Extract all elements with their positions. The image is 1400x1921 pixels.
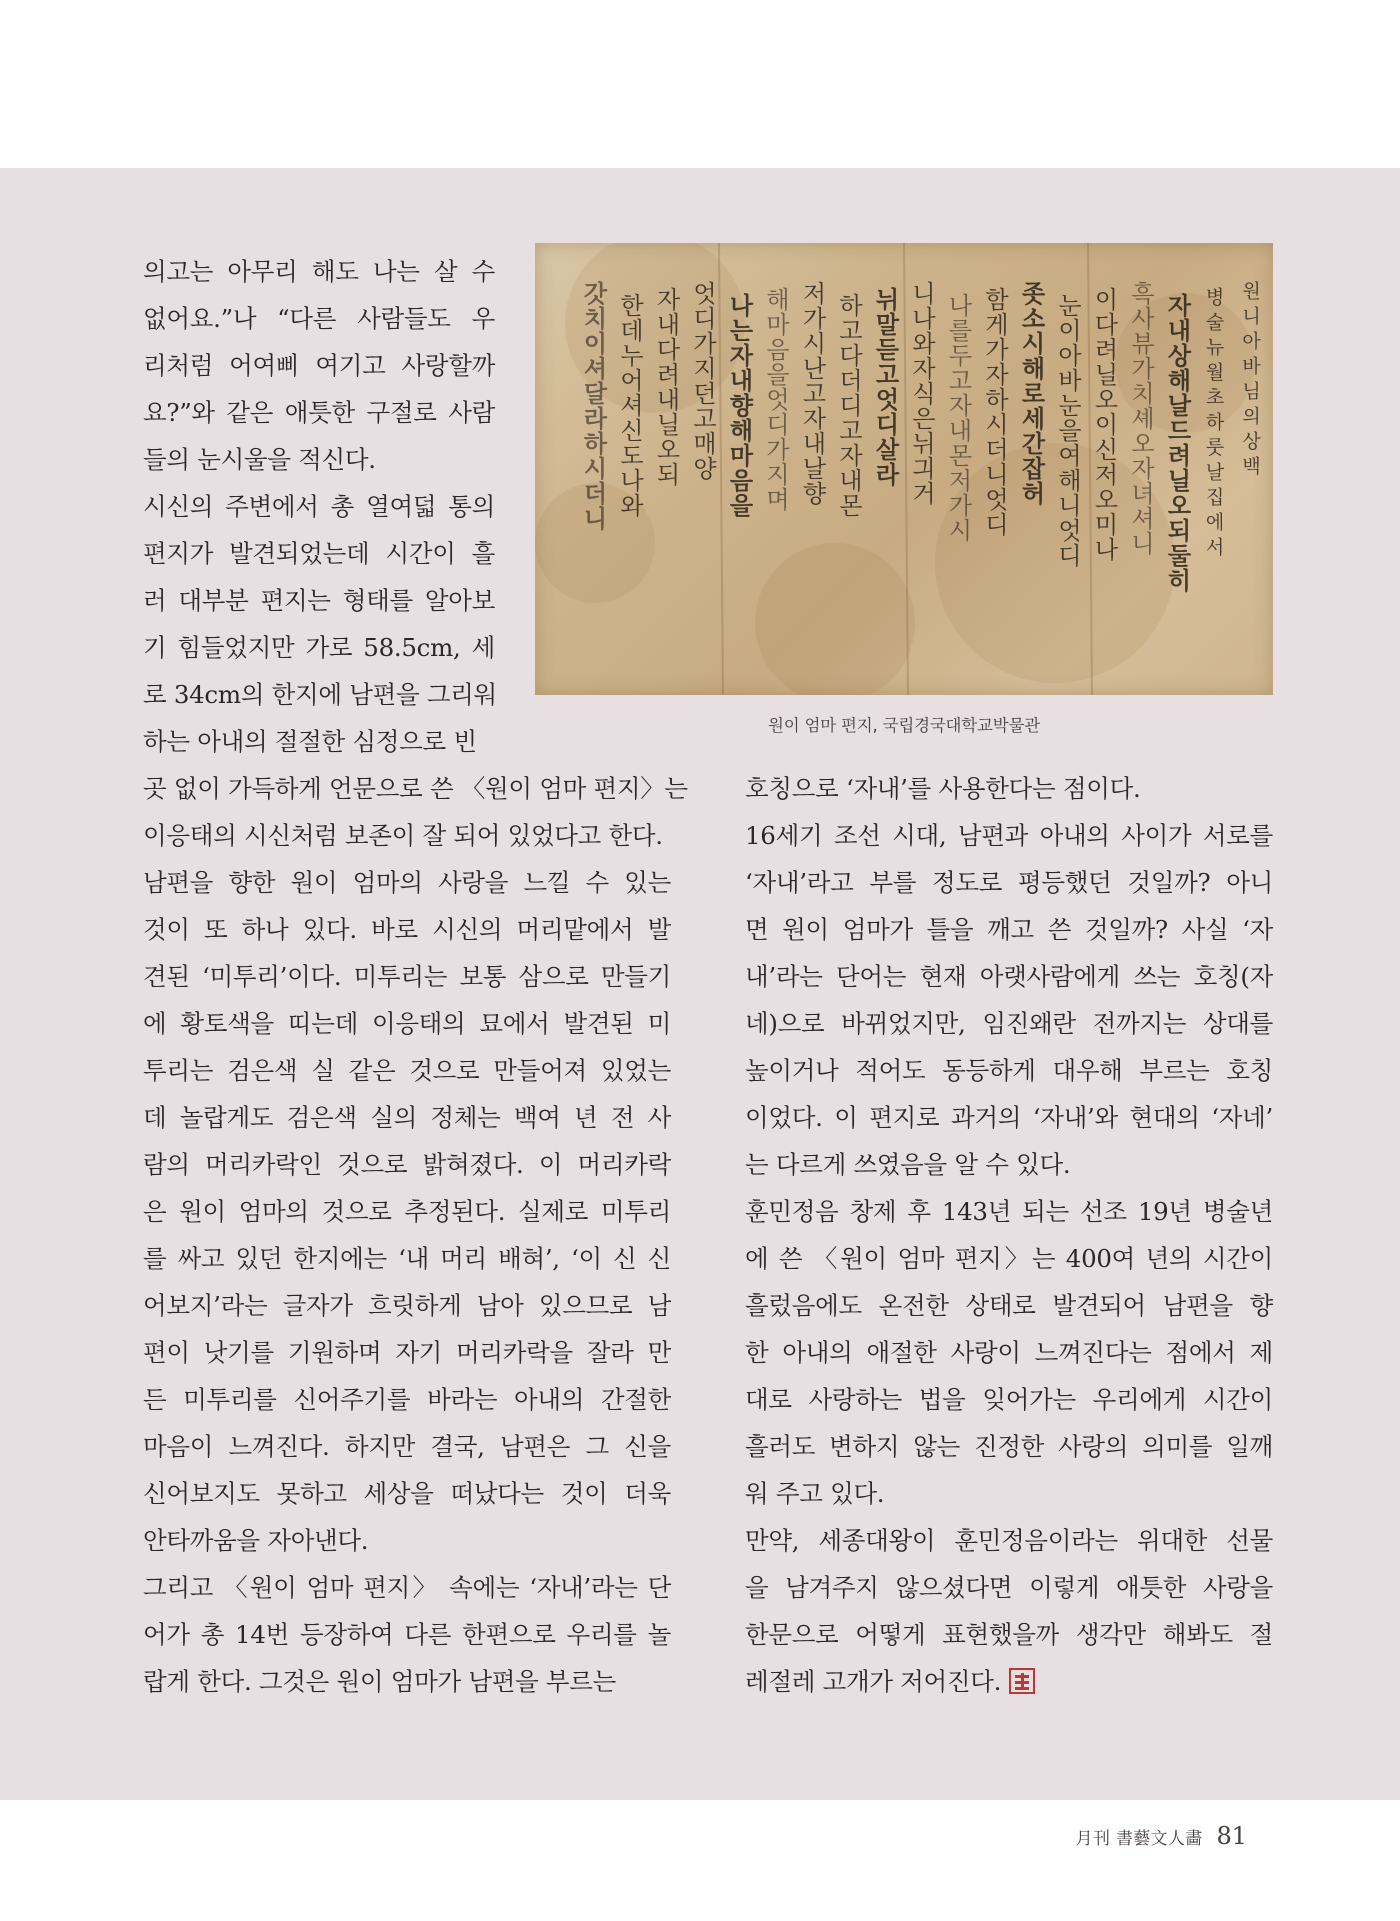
letter-script-column: 엇디가지던고매양 — [688, 281, 717, 481]
letter-script-column: 한데누어셔신도나와 — [615, 293, 644, 518]
text-line: 호칭으로 ‘자내’를 사용한다는 점이다. — [745, 774, 1141, 803]
letter-script-column: 나는자내향해마음을 — [725, 293, 753, 518]
paragraph-3 — [143, 859, 671, 1564]
text-line: 안타까움을 자아낸다. — [143, 1526, 369, 1555]
figure-caption: 원이 엄마 편지, 국립경국대학교박물관 — [767, 716, 1040, 735]
text-line: 16세기 조선 시대, 남편과 아내의 사이가 서로를 — [745, 821, 1273, 850]
text-line: 워 주고 있다. — [745, 1479, 885, 1508]
paragraph-4 — [143, 1564, 671, 1705]
letter-script-column: 니나와자식은뉘긔거 — [907, 281, 936, 506]
text-line: 높이거나 적어도 동등하게 대우해 부르는 호칭 — [745, 1056, 1273, 1085]
letter-script-column: 저가시난고자내날향 — [798, 281, 826, 506]
text-line: 하는 아내의 절절한 심정으로 빈 — [143, 727, 477, 756]
letter-script-column: 해마음을엇디가지며 — [761, 287, 790, 512]
text-line: 는 다르게 쓰였음을 알 수 있다. — [745, 1150, 1071, 1179]
letter-script-column: 자내상해날드려닐오되둘히 — [1163, 293, 1191, 593]
text-line: 견된 ‘미투리’이다. 미투리는 보통 삼으로 만들기 — [143, 962, 671, 991]
text-line: 랍게 한다. 그것은 원이 엄마가 남편을 부르는 — [143, 1667, 617, 1696]
letter-script-column: 원니아바님의상백 — [1239, 281, 1261, 481]
text-line: 마음이 느껴진다. 하지만 결국, 남편은 그 신을 — [143, 1432, 671, 1461]
text-line: 어가 총 14번 등장하여 다른 한편으로 우리를 놀 — [143, 1620, 671, 1649]
text-line: 한문으로 어떻게 표현했을까 생각만 해봐도 절 — [745, 1620, 1273, 1649]
text-line: 의고는 아무리 해도 나는 살 수 — [143, 257, 495, 286]
text-line: 든 미투리를 신어주기를 바라는 아내의 간절한 — [143, 1385, 671, 1414]
magazine-title: 月刊 書藝文人畵 — [1075, 1829, 1203, 1849]
text-line: 기 힘들었지만 가로 58.5cm, 세 — [143, 633, 495, 662]
text-line: 흘렀음에도 온전한 상태로 발견되어 남편을 향 — [745, 1291, 1273, 1320]
page-number: 81 — [1216, 1822, 1247, 1850]
text-line: 네)으로 바뀌었지만, 임진왜란 전까지는 상대를 — [745, 1009, 1273, 1038]
letter-script-column: 뉘말듣고엇디살라 — [871, 287, 899, 487]
text-line: 편지가 발견되었는데 시간이 흘 — [143, 539, 495, 568]
text-line: 흘러도 변하지 않는 진정한 사랑의 의미를 일깨 — [745, 1432, 1273, 1461]
right-paragraph-2 — [745, 812, 1273, 1188]
paragraph-1 — [143, 248, 495, 483]
text-line: 레절레 고개가 저어진다. — [745, 1658, 1273, 1705]
text-line: 한 아내의 애절한 사랑이 느껴진다는 점에서 제 — [745, 1338, 1273, 1367]
page-footer — [1076, 1822, 1247, 1850]
text-line: 내’라는 단어는 현재 아랫사람에게 쓰는 호칭(자 — [745, 962, 1273, 991]
text-line: 에 쓴 〈원이 엄마 편지〉는 400여 년의 시간이 — [745, 1244, 1273, 1273]
letter-script-column: 나를두고자내몬저가시 — [944, 293, 972, 543]
text-line: 을 남겨주지 않으셨다면 이렇게 애틋한 사랑을 — [745, 1573, 1273, 1602]
letter-script-column: 흑사뷰가치셰오자녀셔니 — [1126, 281, 1155, 556]
text-line: 편이 낫기를 기원하며 자기 머리카락을 잘라 만 — [143, 1338, 671, 1367]
text-line: 로 34cm의 한지에 남편을 그리워 — [143, 680, 497, 709]
text-line: 요?”와 같은 애틋한 구절로 사람 — [143, 398, 495, 427]
letter-script-column: 병술뉴월초하룻날집에서 — [1202, 287, 1225, 562]
right-paragraph-3 — [745, 1188, 1273, 1517]
text-line: 만약, 세종대왕이 훈민정음이라는 위대한 선물 — [745, 1526, 1273, 1555]
text-line: 것이 또 하나 있다. 바로 시신의 머리맡에서 발 — [143, 915, 671, 944]
text-line: 대로 사랑하는 법을 잊어가는 우리에게 시간이 — [745, 1385, 1273, 1414]
text-line: 이었다. 이 편지로 과거의 ‘자내’와 현대의 ‘자네’ — [745, 1103, 1273, 1132]
text-line: 리처럼 어여삐 여기고 사랑할까 — [143, 351, 495, 380]
right-paragraph-1 — [745, 765, 1273, 812]
letter-script-column: 좃소시해로세간잡허 — [1017, 281, 1045, 506]
text-line: 투리는 검은색 실 같은 것으로 만들어져 있었는 — [143, 1056, 671, 1085]
text-line: 훈민정음 창제 후 143년 되는 선조 19년 병술년 — [745, 1197, 1273, 1226]
text-line: 남편을 향한 원이 엄마의 사랑을 느낄 수 있는 — [143, 868, 671, 897]
text-line: 그리고 〈원이 엄마 편지〉 속에는 ‘자내’라는 단 — [143, 1573, 671, 1602]
text-line: 이응태의 시신처럼 보존이 잘 되어 있었다고 한다. — [143, 821, 663, 850]
red-seal-icon — [1009, 1668, 1035, 1694]
letter-script-column: 갓치이셔달라하시더니 — [579, 281, 607, 531]
right-paragraph-4 — [745, 1517, 1273, 1705]
letter-script-column: 자내다려내닐오되 — [652, 287, 680, 487]
letter-script-column: 하고다더디고자내몬 — [834, 293, 863, 518]
text-line: 은 원이 엄마의 것으로 추정된다. 실제로 미투리 — [143, 1197, 671, 1226]
paragraph-2-top — [143, 483, 495, 765]
letter-script-drawing — [535, 243, 1273, 695]
letter-script-column: 함게가자하시더니엇디 — [980, 287, 1009, 537]
text-line: 없어요.”나 “다른 사람들도 우 — [143, 304, 495, 333]
text-line: 들의 눈시울을 적신다. — [143, 445, 376, 474]
text-line: 람의 머리카락인 것으로 밝혀졌다. 이 머리카락 — [143, 1150, 671, 1179]
letter-photograph — [535, 243, 1273, 695]
text-line: 를 싸고 있던 한지에는 ‘내 머리 배혀’, ‘이 신 신 — [143, 1244, 671, 1273]
letter-script-column: 이다려닐오이신저오미나 — [1090, 287, 1118, 562]
paragraph-2-bottom — [143, 765, 688, 859]
text-line: ‘자내’라고 부를 정도로 평등했던 것일까? 아니 — [745, 868, 1273, 897]
text-line: 면 원이 엄마가 틀을 깨고 쓴 것일까? 사실 ‘자 — [745, 915, 1273, 944]
text-line: 시신의 주변에서 총 열여덟 통의 — [143, 492, 495, 521]
text-line: 러 대부분 편지는 형태를 알아보 — [143, 586, 495, 615]
text-line: 어보지’라는 글자가 흐릿하게 남아 있으므로 남 — [143, 1291, 671, 1320]
text-line: 데 놀랍게도 검은색 실의 정체는 백여 년 전 사 — [143, 1103, 671, 1132]
letter-script-column: 눈이아바눈을여해니엇디 — [1053, 293, 1082, 568]
text-line: 에 황토색을 띠는데 이응태의 묘에서 발견된 미 — [143, 1009, 671, 1038]
text-line: 신어보지도 못하고 세상을 떠났다는 것이 더욱 — [143, 1479, 671, 1508]
text-line: 곳 없이 가득하게 언문으로 쓴 〈원이 엄마 편지〉는 — [143, 774, 688, 803]
